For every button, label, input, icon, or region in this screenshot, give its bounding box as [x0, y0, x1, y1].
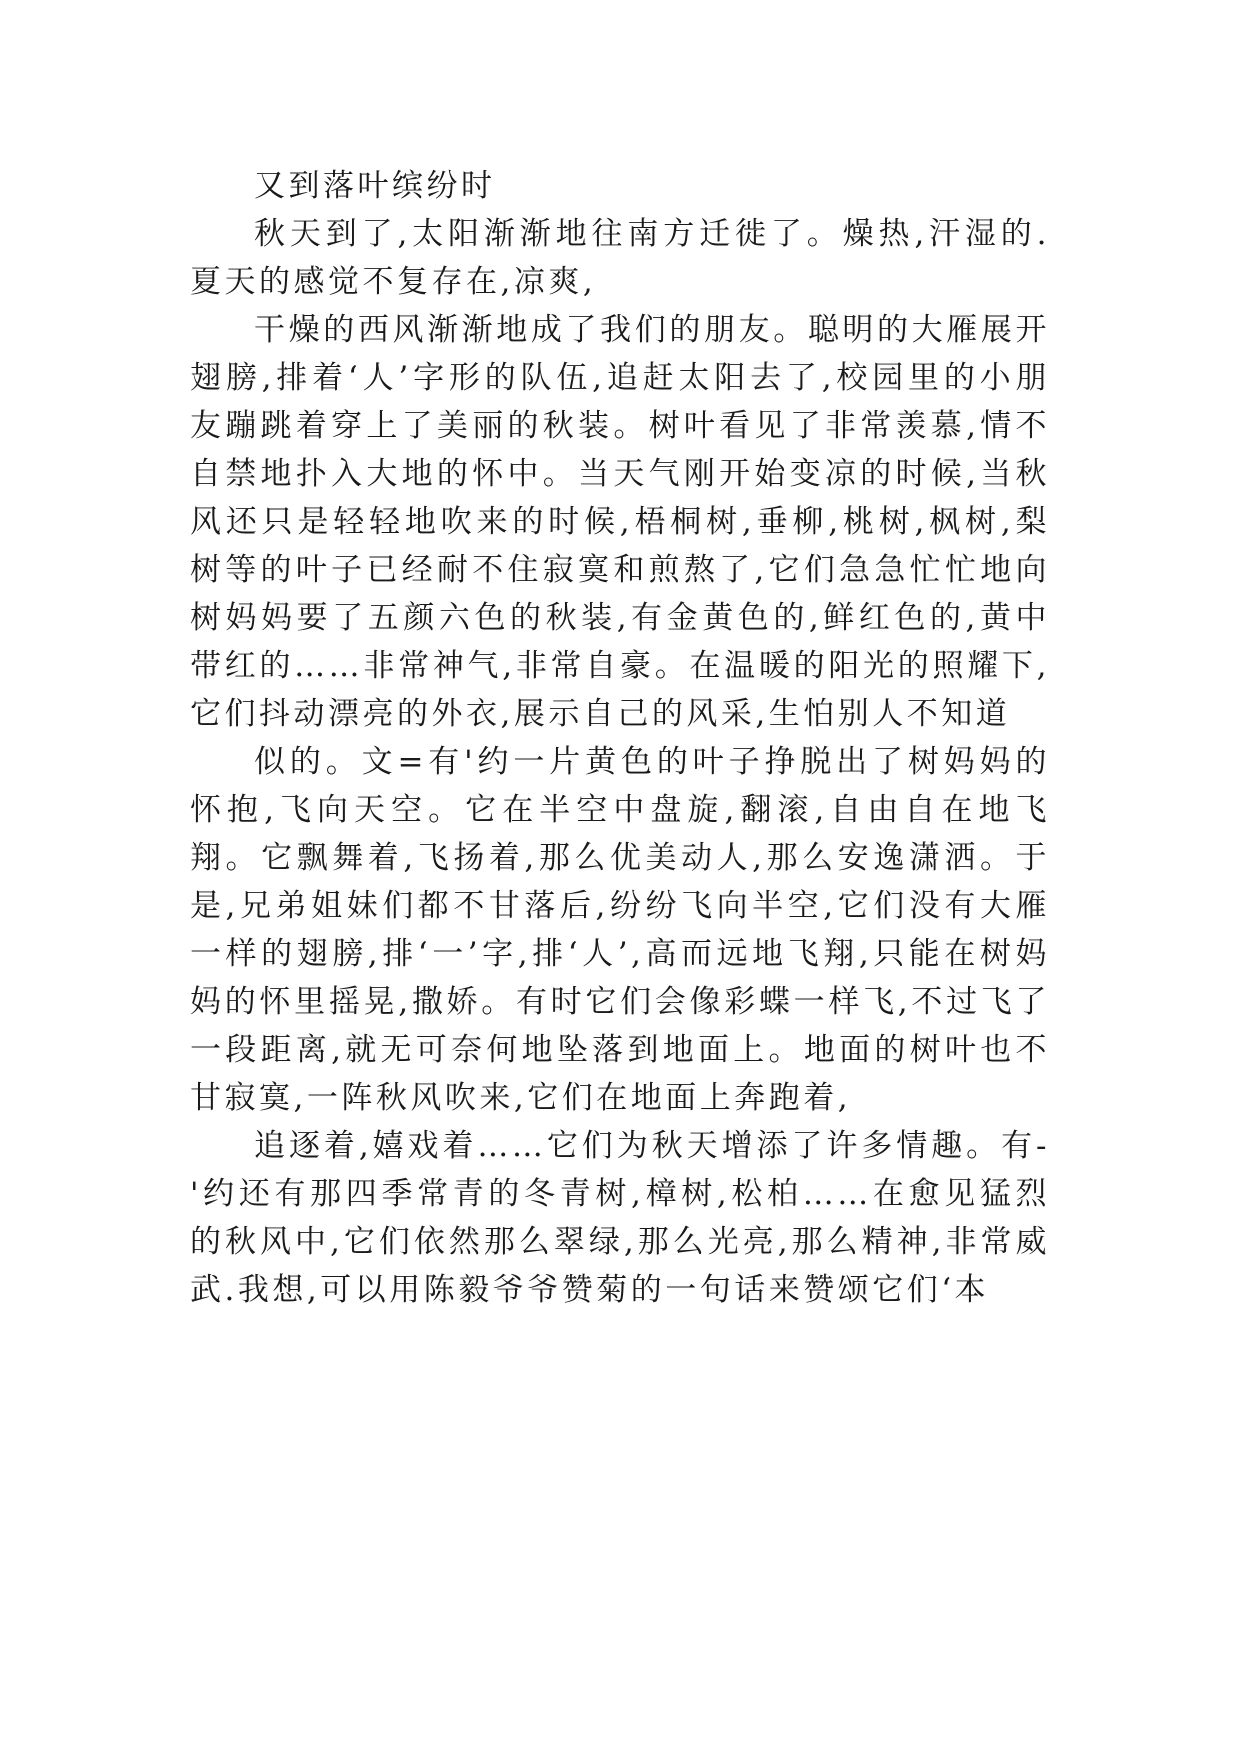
paragraph: 干燥的西风渐渐地成了我们的朋友。聪明的大雁展开翅膀,排着‘人’字形的队伍,追赶太阳去了,校园里的小朋友蹦跳着穿上了美丽的秋装。树叶看见了非常羡慕,情不自禁地扑入大地的怀中。当天气刚开始变凉的时候,当秋风还只是轻轻地吹来的时候,梧桐树,垂柳,桃树,枫树,梨树等的叶子已经耐不住寂寞和煎熬了,它们急急忙忙地向树妈妈要了五颜六色的秋装,有金黄色的,鲜红色的,黄中带红的……非常神气,非常自豪。在温暖的阳光的照耀下,它们抖动漂亮的外衣,展示自己的风采,生怕别人不知道 — [190, 312, 1050, 732]
paragraph: 秋天到了,太阳渐渐地往南方迁徙了。燥热,汗湿的.夏天的感觉不复存在,凉爽, — [190, 216, 1050, 300]
document-body — [190, 162, 1050, 1314]
document-title: 又到落叶缤纷时 — [254, 168, 496, 204]
paragraph: 似的。文=有'约一片黄色的叶子挣脱出了树妈妈的怀抱,飞向天空。它在半空中盘旋,翻滚,自由自在地飞翔。它飘舞着,飞扬着,那么优美动人,那么安逸潇洒。于是,兄弟姐妹们都不甘落后,纷纷飞向半空,它们没有大雁一样的翅膀,排‘一’字,排‘人’,高而远地飞翔,只能在树妈妈的怀里摇晃,撒娇。有时它们会像彩蝶一样飞,不过飞了一段距离,就无可奈何地坠落到地面上。地面的树叶也不甘寂寞,一阵秋风吹来,它们在地面上奔跑着, — [190, 744, 1050, 1116]
paragraph: 追逐着,嬉戏着……它们为秋天增添了许多情趣。有-'约还有那四季常青的冬青树,樟树,松柏……在愈见猛烈的秋风中,它们依然那么翠绿,那么光亮,那么精神,非常威武.我想,可以用陈毅爷爷赞菊的一句话来赞颂它们‘本 — [190, 1128, 1050, 1308]
